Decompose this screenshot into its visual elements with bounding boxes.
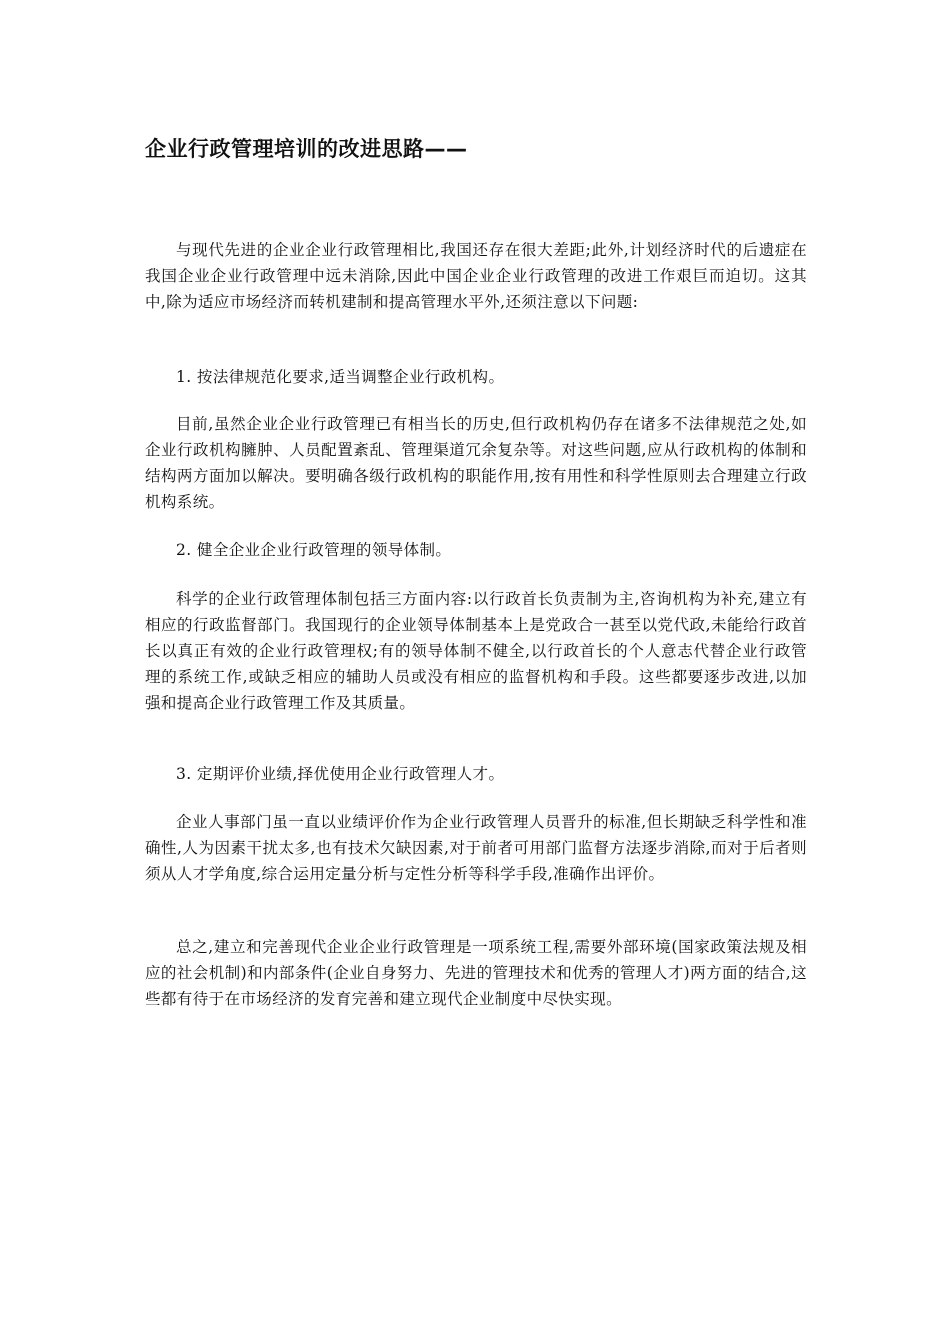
section-heading-1: 1. 按法律规范化要求,适当调整企业行政机构。 xyxy=(176,368,505,386)
section-heading-2: 2. 健全企业企业行政管理的领导体制。 xyxy=(176,541,452,559)
section-2-paragraph: 科学的企业行政管理体制包括三方面内容:以行政首长负责制为主,咨询机构为补充,建立有相应的行政监督部门。我国现行的企业领导体制基本上是党政合一甚至以党代政,未能给行政首长以真正有效的企业行政管理权;有的领导体制不健全,以行政首长的个人意志代替企业行政管理的系统工作,或缺乏相应的辅助人员或没有相应的监督机构和手段。这些都要逐步改进,以加强和提高企业行政管理工作及其质量。 xyxy=(145,590,807,712)
intro-paragraph: 与现代先进的企业企业行政管理相比,我国还存在很大差距;此外,计划经济时代的后遗症在我国企业企业行政管理中远未消除,因此中国企业企业行政管理的改进工作艰巨而迫切。这其中,除为适应市场经济而转机建制和提高管理水平外,还须注意以下问题: xyxy=(145,241,807,311)
section-heading-3: 3. 定期评价业绩,择优使用企业行政管理人才。 xyxy=(176,765,505,783)
section-3-paragraph: 企业人事部门虽一直以业绩评价作为企业行政管理人员晋升的标准,但长期缺乏科学性和准确性,人为因素干扰太多,也有技术欠缺因素,对于前者可用部门监督方法逐步消除,而对于后者则须从人才学角度,综合运用定量分析与定性分析等科学手段,准确作出评价。 xyxy=(145,813,807,883)
document-title: 企业行政管理培训的改进思路—— xyxy=(145,137,468,161)
conclusion-paragraph: 总之,建立和完善现代企业企业行政管理是一项系统工程,需要外部环境(国家政策法规及相应的社会机制)和内部条件(企业自身努力、先进的管理技术和优秀的管理人才)两方面的结合,这些都有待于在市场经济的发育完善和建立现代企业制度中尽快实现。 xyxy=(145,938,807,1008)
section-1-paragraph: 目前,虽然企业企业行政管理已有相当长的历史,但行政机构仍存在诸多不法律规范之处,如企业行政机构臃肿、人员配置紊乱、管理渠道冗余复杂等。对这些问题,应从行政机构的体制和结构两方面加以解决。要明确各级行政机构的职能作用,按有用性和科学性原则去合理建立行政机构系统。 xyxy=(145,415,807,511)
